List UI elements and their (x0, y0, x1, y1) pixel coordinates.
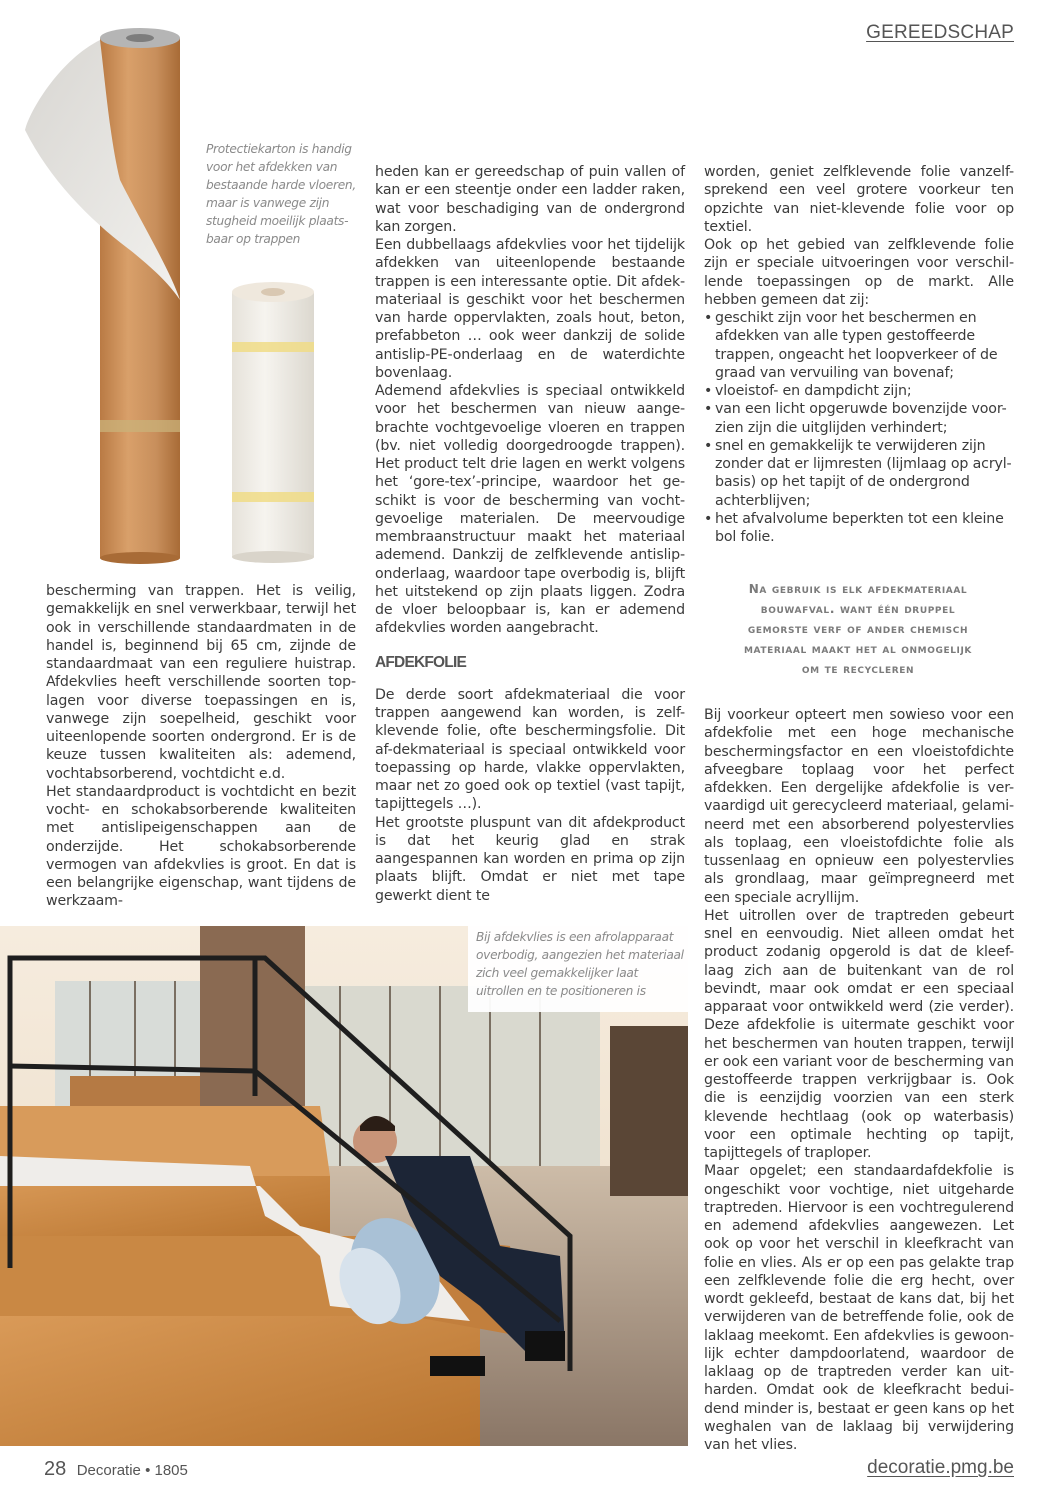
paragraph: Maar opgelet; een standaardafdekfolie is ongeschikt voor vochtige, niet uitgeharde traptreden. Hiervoor is een vochtregulerend en ademend afdekvlies aangewezen. Let ook op voor het verschil in kleefkracht van folie en vlies. Als er op een pas gelakte trap een zelfklevende folie die erg hecht, over wordt gekleefd, bestaat de kans dat, bij het verwijderen van de betreffende folie, ook de laklaag meekomt. Een afdekvlies is gewoon-lijk echter dampdoorlatend, waardoor de laklaag op de traptreden verder kan uit-harden. Omdat ook de kleefkracht bedui-dend minder is, bestaat er geen kans op het weghalen van de laklaag bij verwijdering van het vlies. (704, 1163, 1014, 1453)
page-footer (44, 1458, 188, 1481)
pull-quote-line: na gebruik is elk afdekmateriaal (748, 578, 968, 598)
paragraph: Het grootste pluspunt van dit afdekproduct is dat het keurig glad en strak aangespannen kan worden en prima op zijn plaats blijft. Omdat er niet met tape gewerkt dient te (375, 814, 685, 904)
paragraph: Het standaardproduct is vochtdicht en bezit vocht- en schokabsorberende kwaliteiten met antislipeigenschappen aan de onderzijde. Het schokabsorberende vermogen van afdekvlies is groot. En dat is een belangrijke eigenschap, want tijdens de werkzaam- (46, 783, 356, 910)
website-link[interactable]: decoratie.pmg.be (867, 1457, 1014, 1478)
pull-quote-line: bouwafval. want één druppel (760, 601, 956, 616)
paragraph: Het uitrollen over de traptreden gebeurt snel en eenvoudig. Niet alleen omdat het product zodanig opgerold is dat de kleef-laag zich aan de buitenkant van de rol bevindt, maar ook omdat er een speciaal apparaat voor ontwikkeld werd (zie verder). Deze afdekfolie is uitermate geschikt voor het beschermen van houten trappen, terwijl er ook een variant voor de bescherming van gestoffeerde trappen verkrijgbaar is. Ook die is eenzijdig voorzien van een sterk klevende hechtlaag (ook op waterbasis) voor een optimale hechting op tapijt, tapijttegels of traploper. (704, 907, 1014, 1161)
article-column-1 (46, 582, 356, 911)
bullet-item: • het afvalvolume beperkten tot een kleine bol folie. (704, 510, 1014, 547)
stairs-illustration (0, 926, 688, 1446)
subheading-afdekfolie: AFDEKFOLIE (375, 653, 467, 671)
paragraph: worden, geniet zelfklevende folie vanzelf-sprekend een veel grotere voorkeur ten opzichte van niet-klevende folie voor op textiel. (704, 164, 1014, 235)
bullet-item: • snel en gemakkelijk te verwijderen zijn zonder dat er lijmresten (lijmlaag op acryl-basis) op het tapijt of de ondergrond achterblijven; (704, 437, 1014, 510)
pull-quote (708, 578, 1008, 679)
section-label[interactable]: GEREEDSCHAP (866, 22, 1014, 43)
paragraph: Ook op het gebied van zelfklevende folie zijn er speciale uitvoeringen voor verschil-lende toepassingen op de markt. Alle hebben gemeen dat zij: (704, 237, 1014, 308)
bullet-item: • vloeistof- en dampdicht zijn; (704, 382, 1014, 400)
paragraph: Een dubbellaags afdekvlies voor het tijdelijk afdekken van uiteenlopende bestaande trappen is een interessante optie. Dit afdek-materiaal is geschikt voor het beschermen van harde oppervlakten, zoals hout, beton, prefabbeton … ook weer dankzij de solide antislip-PE-onderlaag en de waterdichte bovenlaag. (375, 237, 685, 381)
stairs-caption: Bij afdekvlies is een afrolapparaat overbodig, aangezien het materiaal zich veel gemakkelijker laat uitrollen en te positioneren is (476, 930, 684, 998)
paragraph: De derde soort afdekmateriaal die voor trappen aangewend kan worden, is zelf-klevende folie, ofte beschermingsfolie. Dit af-dekmateriaal is speciaal ontwikkeld voor toepassing op harde, vlakke oppervlakten, maar net zo goed ook op textiel (vast tapijt, tapijttegels …). (375, 686, 685, 813)
article-column-3-continued (704, 706, 1014, 1454)
stairs-photo (0, 926, 688, 1446)
article-column-3 (704, 163, 1014, 546)
bullet-item: • geschikt zijn voor het beschermen en afdekken van alle typen gestoffeerde trappen, ongeacht het loopverkeer of de graad van vervuiling van bovenaf; (704, 309, 1014, 382)
bullet-item: • van een licht opgeruwde bovenzijde voor-zien zijn die uitglijden verhindert; (704, 400, 1014, 437)
magazine-issue: Decoratie • 1805 (76, 1462, 188, 1479)
paragraph: bescherming van trappen. Het is veilig, gemakkelijk en snel verwerkbaar, terwijl het ook in verschillende standaardmaten in de handel is, beginnend bij 65 cm, zijnde de standaardmaat van een reguliere huistrap. Afdekvlies heeft verschillende soorten top-lagen voor diverse toepassingen en is, vanwege zijn soepelheid, geschikt voor uiteenlopende soorten ondergrond. Er is de keuze tussen kwaliteiten als: ademend, vochtabsorberend, vochtdicht e.d. (46, 583, 356, 782)
bullet-list (704, 309, 1014, 546)
pull-quote-line: gemorste verf of ander chemisch (747, 621, 969, 636)
paper-rolls-illustration (20, 20, 320, 565)
article-column-2 (375, 163, 685, 905)
paragraph: heden kan er gereedschap of puin vallen of kan er een steentje onder een ladder raken, wat voor beschadiging van de ondergrond kan zorgen. (375, 164, 685, 235)
paragraph: Bij voorkeur opteert men sowieso voor een afdekfolie met een hoge mechanische beschermingsfactor en een vloeistofdichte afveegbare toplaag voor het perfect afdekken. Een dergelijke afdekfolie is ver-vaardigd uit gerecycleerd materiaal, gelami-neerd met een absorberend polyestervlies als toplaag, een vloeistofdichte folie als tussenlaag en opnieuw een polyestervlies als grondlaag, maar geïmpregneerd met een speciale acryllijm. (704, 707, 1014, 906)
pull-quote-line: materiaal maakt het al onmogelijk (743, 641, 973, 656)
paragraph: Ademend afdekvlies is speciaal ontwikkeld voor het beschermen van nieuw aange-brachte vochtgevoelige vloeren en trappen (bv. niet volledig doorgedroogde trappen). Het product telt drie lagen en werkt volgens het ‘gore-tex’-principe, waardoor het ge-schikt is voor de bescherming van vocht-gevoelige materialen. De meervoudige membraanstructuur maakt het materiaal ademend. Dankzij de zelfklevende antislip-onderlaag, waardoor tape overbodig is, blijft het uitstekend op zijn plaats liggen. Zodra de vloer beloopbaar is, kan er ademend afdekvlies worden aangebracht. (375, 383, 685, 637)
page-number: 28 (44, 1458, 67, 1480)
rolls-caption: Protectiekarton is handig voor het afdekken van bestaande harde vloeren, maar is vanwege zijn stugheid moeilijk plaats-baar op trappen (206, 142, 356, 246)
pull-quote-line: om te recycleren (801, 661, 915, 676)
paper-rolls-photo (20, 20, 320, 565)
